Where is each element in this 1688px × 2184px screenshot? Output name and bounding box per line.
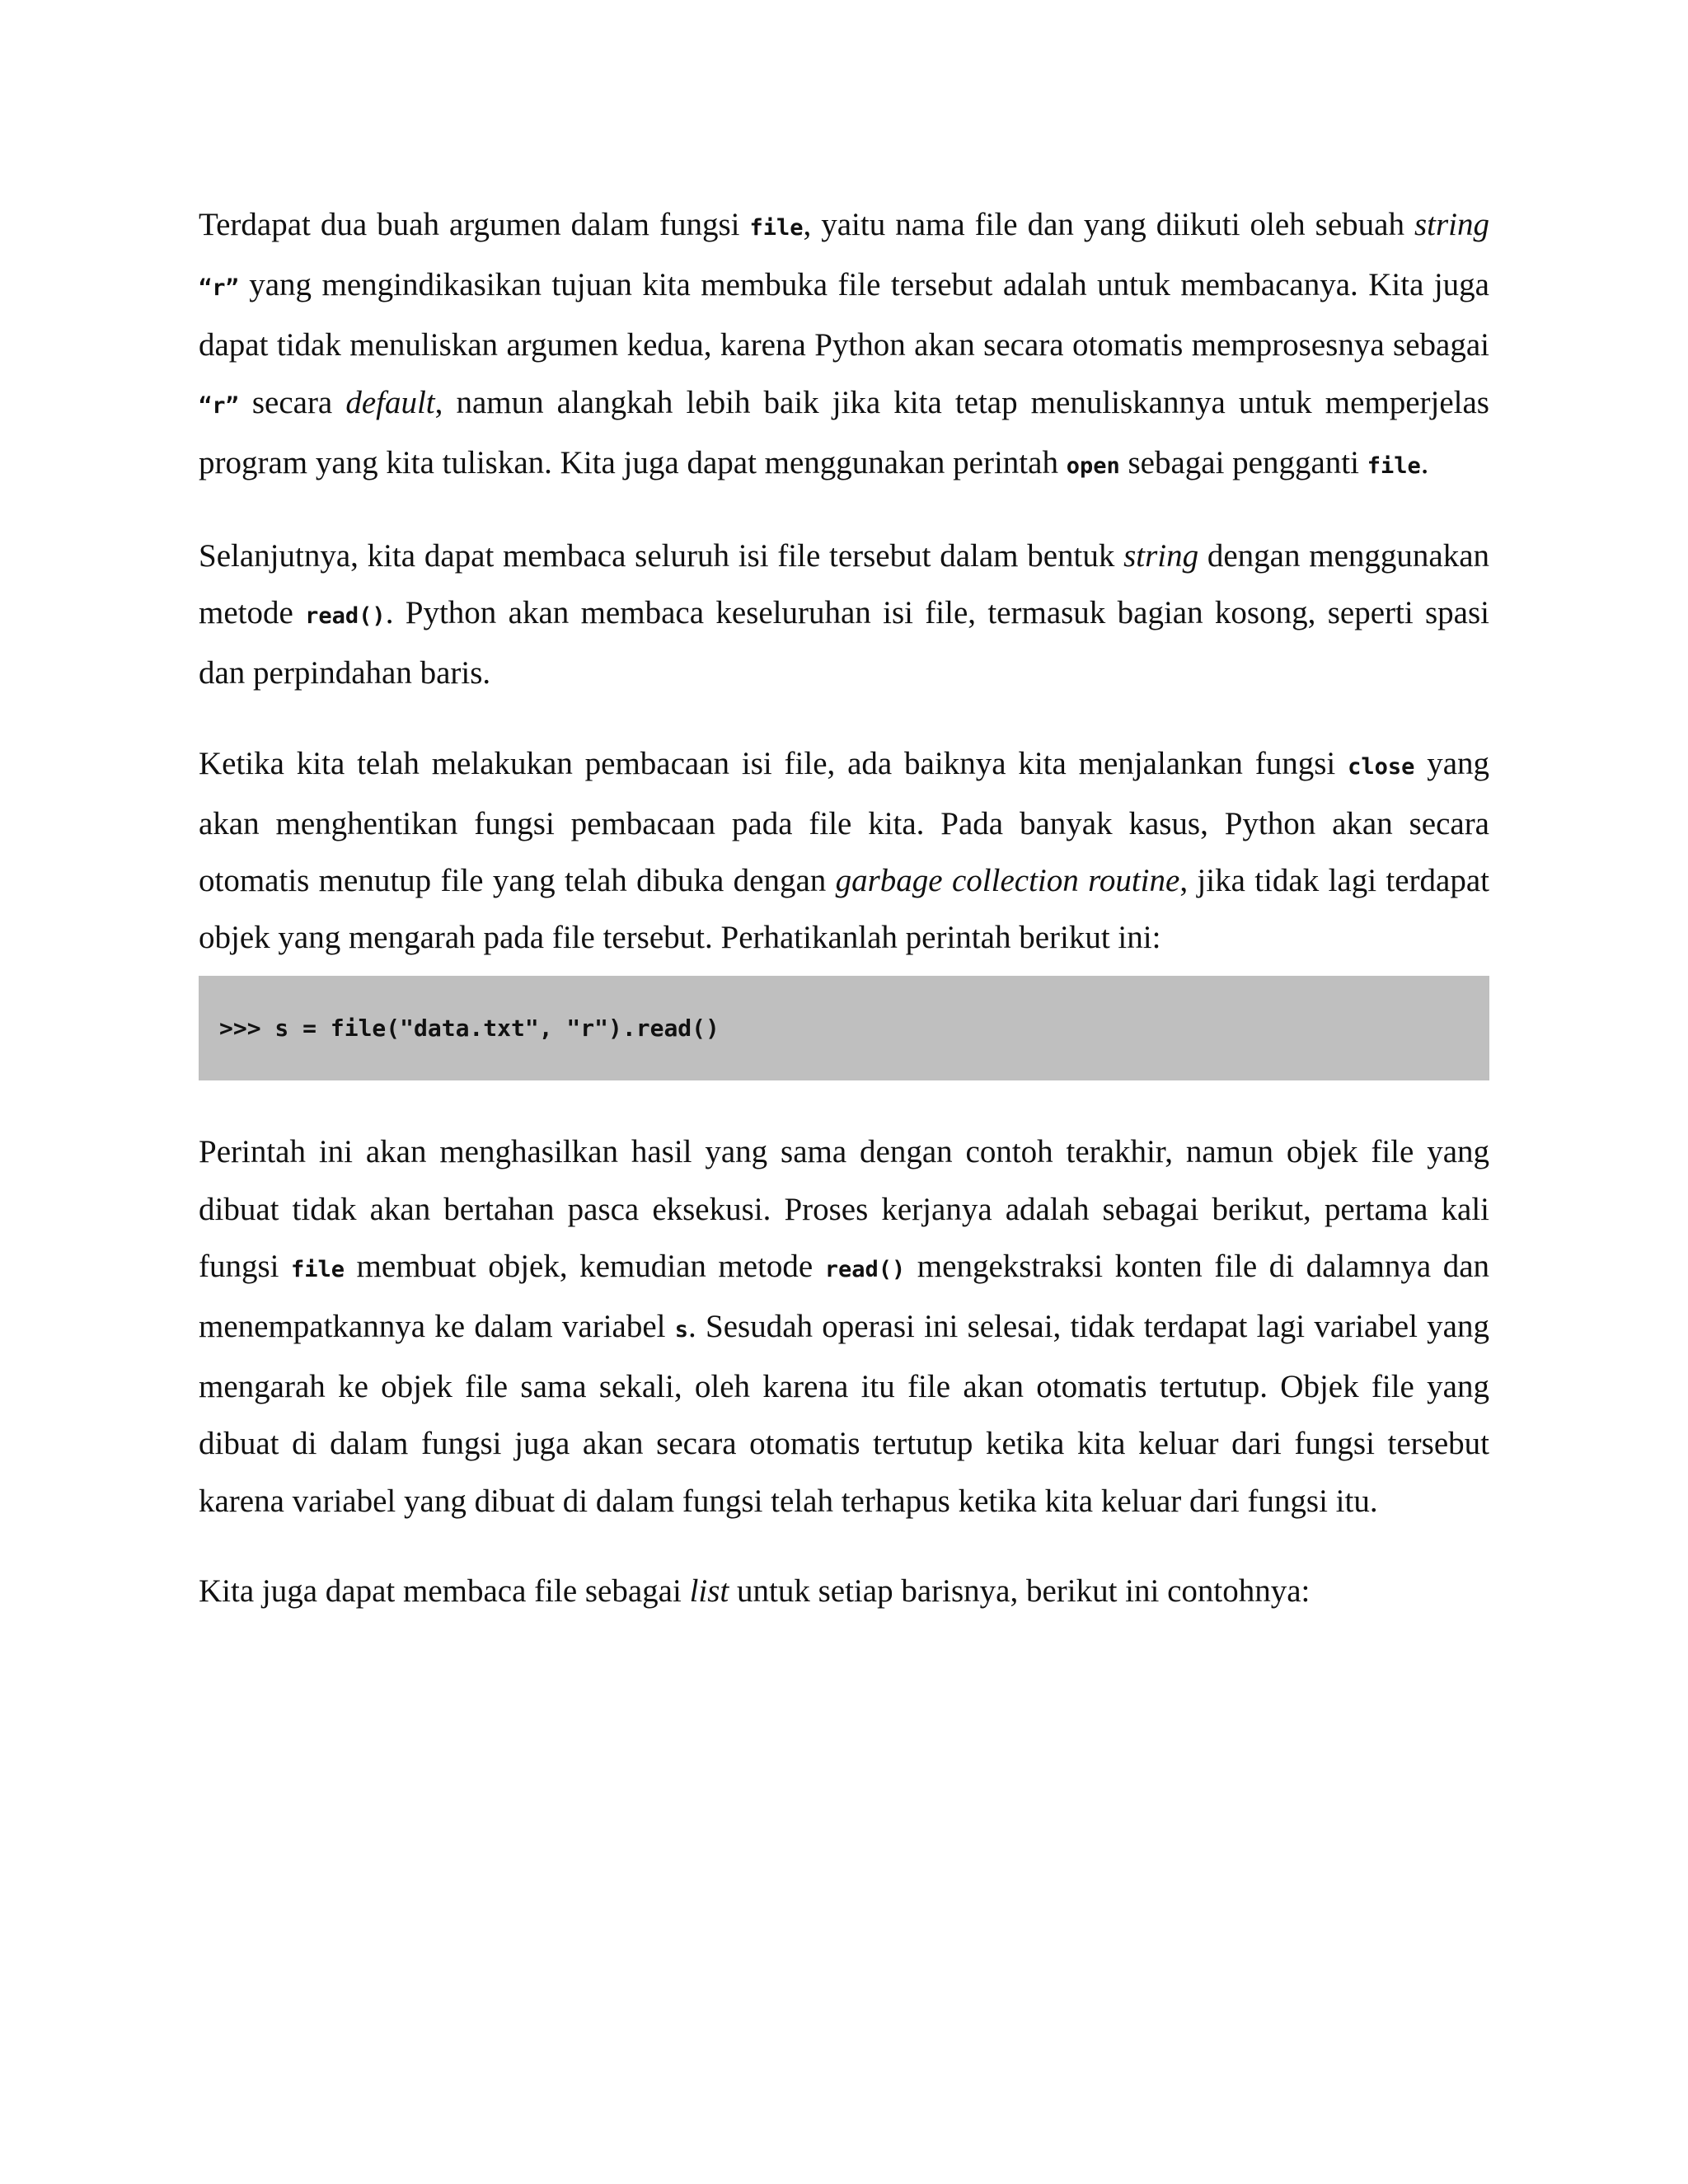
paragraph-text: , namun alangkah lebih baik jika kita tetap menuliskannya untuk memperjelas program yang kita tuliskan. Kita juga dapat menggunakan perintah bbox=[199, 384, 1489, 480]
paragraph bbox=[199, 527, 1489, 702]
italic-term: string bbox=[1123, 538, 1199, 574]
paragraph-text: , jika tidak lagi terdapat objek yang mengarah pada file tersebut. Perhatikanlah perintah berikut ini: bbox=[199, 863, 1490, 956]
paragraph bbox=[199, 735, 1489, 967]
inline-code: file bbox=[749, 215, 804, 241]
inline-code: “r” bbox=[199, 392, 239, 419]
inline-code: read() bbox=[305, 603, 386, 630]
italic-term: string bbox=[1414, 207, 1489, 242]
paragraph-text: , yaitu nama file dan yang diikuti oleh sebuah bbox=[803, 207, 1414, 242]
paragraph-text: Ketika kita telah melakukan pembacaan isi file, ada baiknya kita menjalankan fungsi bbox=[199, 745, 1348, 781]
italic-term: default bbox=[345, 384, 435, 420]
italic-term: garbage collection routine bbox=[835, 863, 1180, 899]
inline-code: open bbox=[1066, 452, 1120, 479]
code-line: >>> s = file("data.txt", "r").read() bbox=[219, 1014, 720, 1042]
inline-code: read() bbox=[824, 1256, 906, 1282]
paragraphs-after-code bbox=[199, 1123, 1489, 1619]
inline-code: “r” bbox=[199, 275, 239, 302]
paragraph-text: . bbox=[1420, 444, 1429, 480]
paragraph-text: untuk setiap barisnya, berikut ini contohnya: bbox=[729, 1572, 1311, 1609]
paragraph bbox=[199, 1123, 1489, 1529]
paragraph-text: Perintah ini akan menghasilkan hasil yang sama dengan contoh terakhir, namun objek file yang dibuat tidak akan bertahan pasca eksekusi. Proses kerjanya adalah sebagai berikut, pertama kali fungsi bbox=[199, 1134, 1489, 1284]
paragraph-text: mengekstraksi konten file di dalamnya dan menempatkannya ke dalam variabel bbox=[199, 1248, 1490, 1345]
inline-code: s bbox=[674, 1317, 689, 1343]
paragraph-text: . Sesudah operasi ini selesai, tidak terdapat lagi variabel yang mengarah ke objek file sama sekali, oleh karena itu file akan otomatis tertutup. Objek file yang dibuat di dalam fungsi juga akan secara otomatis tertutup ketika kita keluar dari fungsi tersebut karena variabel yang dibuat di dalam fungsi telah terhapus ketika kita keluar dari fungsi itu. bbox=[199, 1309, 1489, 1519]
inline-code: close bbox=[1348, 753, 1415, 780]
paragraph-text: yang mengindikasikan tujuan kita membuka file tersebut adalah untuk membacanya. Kita juga dapat tidak menuliskan argumen kedua, karena Python akan secara otomatis memprosesnya sebagai bbox=[199, 267, 1489, 363]
paragraphs-before-code bbox=[199, 196, 1489, 966]
paragraph-text: membuat objek, kemudian metode bbox=[345, 1248, 825, 1284]
paragraph bbox=[199, 196, 1489, 494]
document-page bbox=[199, 196, 1489, 1619]
code-block bbox=[199, 976, 1489, 1080]
inline-code: file bbox=[291, 1256, 345, 1282]
paragraph-text: Terdapat dua buah argumen dalam fungsi bbox=[199, 207, 750, 242]
paragraph-text: yang akan menghentikan fungsi pembacaan pada file kita. Pada banyak kasus, Python akan secara otomatis menutup file yang telah dibuka dengan bbox=[199, 745, 1490, 899]
paragraph-text: Selanjutnya, kita dapat membaca seluruh isi file tersebut dalam bentuk bbox=[199, 538, 1124, 574]
paragraph-text: sebagai pengganti bbox=[1119, 444, 1367, 480]
paragraph-text: dengan menggunakan metode bbox=[199, 538, 1489, 631]
paragraph-text: Kita juga dapat membaca file sebagai bbox=[199, 1572, 690, 1609]
paragraph-text: . Python akan membaca keseluruhan isi file, termasuk bagian kosong, seperti spasi dan perpindahan baris. bbox=[199, 595, 1489, 691]
italic-term: list bbox=[689, 1572, 729, 1609]
inline-code: file bbox=[1367, 452, 1421, 479]
paragraph-text: secara bbox=[238, 384, 346, 420]
paragraph bbox=[199, 1563, 1489, 1619]
